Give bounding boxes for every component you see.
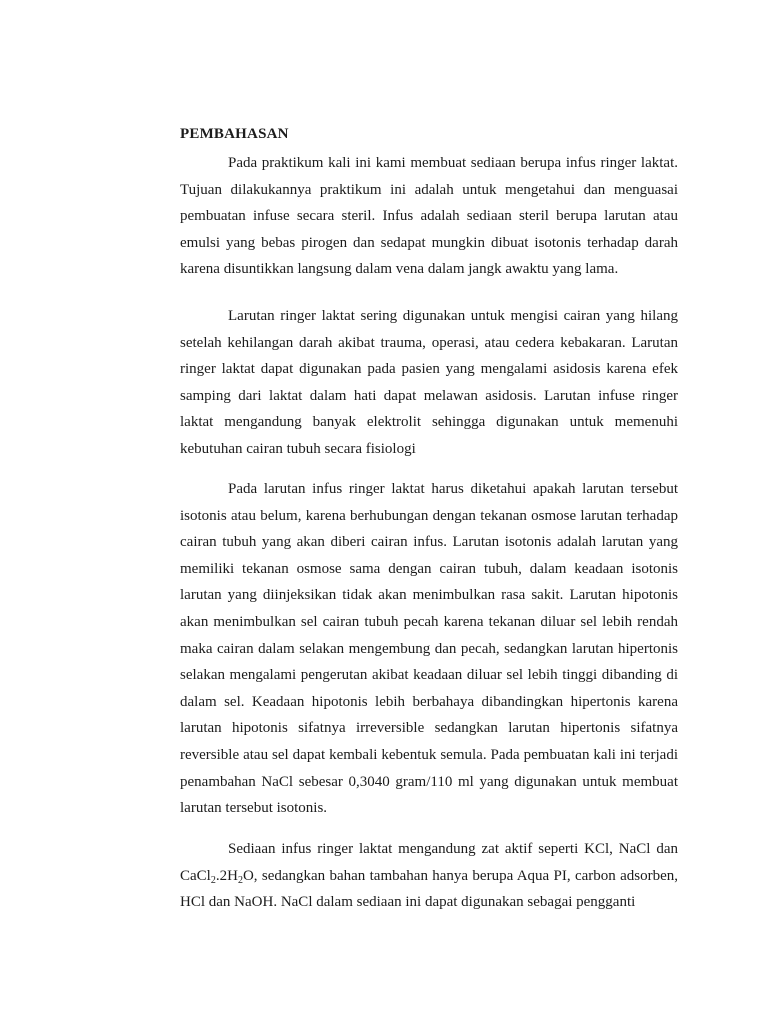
paragraph-1: Pada praktikum kali ini kami membuat sediaan berupa infus ringer laktat. Tujuan dilakukannya praktikum ini adalah untuk mengetahui dan menguasai pembuatan infuse secara steril. Infus adalah sediaan steril berupa larutan atau emulsi yang bebas pirogen dan sedapat mungkin dibuat isotonis terhadap darah karena disuntikkan langsung dalam vena dalam jangk awaktu yang lama. [180,155,678,278]
formula-part: CaCl [180,867,211,884]
paragraph-3: Pada larutan infus ringer laktat harus diketahui apakah larutan tersebut isotonis atau belum, karena berhubungan dengan tekanan osmose larutan terhadap cairan tubuh yang akan diberi cairan infus. Larutan isotonis adalah larutan yang memiliki tekanan osmose sama dengan cairan tubuh, dalam keadaan isotonis larutan yang diinjeksikan tidak akan menimbulkan rasa sakit. Larutan hipotonis akan menimbulkan sel cairan tubuh pecah karena tekanan diluar sel lebih rendah maka cairan dalam selakan mengembung dan pecah, sedangkan larutan hipertonis selakan mengalami pengerutan akibat keadaan diluar sel lebih tinggi dibanding di dalam sel. Keadaan hipotonis lebih berbahaya dibandingkan hipertonis karena larutan hipotonis sifatnya irreversible sedangkan larutan hipertonis sifatnya reversible atau sel dapat kembali kebentuk semula. Pada pembuatan kali ini terjadi penambahan NaCl sebesar 0,3040 gram/110 ml yang digunakan untuk membuat larutan tersebut isotonis. [180,481,678,817]
formula-subscript: 2 [210,874,216,886]
paragraph-4-text-after: , sedangkan bahan tambahan hanya berupa Aqua PI, carbon adsorben, HCl dan NaOH. NaCl dalam sediaan ini dapat digunakan sebagai pengganti [180,867,678,911]
formula-part: O [242,867,254,884]
chemical-formula [180,868,254,884]
section-heading: PEMBAHASAN [180,126,289,142]
paragraph-4 [180,836,678,916]
formula-subscript: 2 [237,874,243,886]
formula-part: .2H [215,867,238,884]
paragraph-4-text-before: Sediaan infus ringer laktat mengandung zat aktif seperti KCl, NaCl dan [228,841,678,857]
paragraph-2: Larutan ringer laktat sering digunakan untuk mengisi cairan yang hilang setelah kehilangan darah akibat trauma, operasi, atau cedera kebakaran. Larutan ringer laktat dapat digunakan pada pasien yang mengalami asidosis karena efek samping dari laktat dalam hati dapat melawan asidosis. Larutan infuse ringer laktat mengandung banyak elektrolit sehingga digunakan untuk memenuhi kebutuhan cairan tubuh secara fisiologi [180,308,678,457]
